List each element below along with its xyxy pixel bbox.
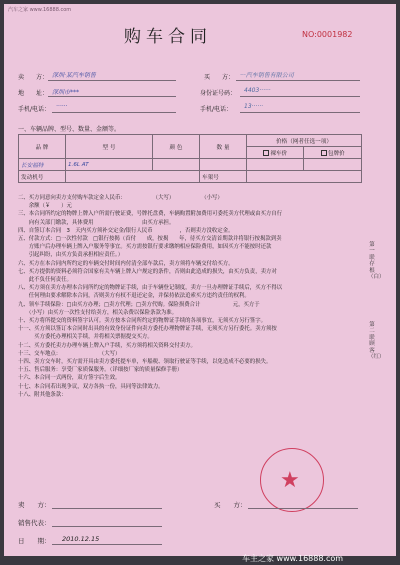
contract-number: NO:0001982 [302, 30, 353, 39]
clause-line: 十、买方将所提交的资料签字认可。卖方按本合同所约定的物牌证手续的各项事宜，无须买方另行签字。 [18, 318, 266, 325]
clause-line: 六、买方在本合同内所约定的车辆交付时间内付清全部车款后，卖方须将车辆交付给买方。 [18, 260, 234, 267]
contract-paper [4, 4, 396, 556]
date-label: 日 期： [18, 537, 51, 545]
opt-bare: 裸车价 [247, 147, 304, 159]
clause-line: 八、买方须在卖方办理本合同所约定的物牌证手续，由于车辆登记制度，卖方一旦办理牌证手续后，买方不得以 [18, 285, 283, 292]
clause-line: （小写）由买方一次性支付给卖方，相关杂费以保险条款为准。 [18, 309, 178, 316]
col-qty: 数 量 [200, 135, 247, 159]
clause-line: 十三、交车地点： （大写） [18, 350, 121, 357]
clause-line: 十八、附其他条款： [18, 391, 178, 398]
address-label: 地 址： [18, 90, 49, 97]
clause-line: 五、付款方式：□一次性付款 □银行按揭（首付 成，按揭 年，待买方交清首期款并将银行按揭款到卖 [18, 236, 282, 243]
clause-line: 四、自签订本合同 3 天内买方须补交定金/银行人民币 ，否则卖方没收定金。 [18, 227, 234, 234]
clause-line: 向有关部门缴款，具体费用 由买方承担。 [18, 219, 175, 226]
col-model: 型 号 [66, 135, 153, 159]
address-value: 深圳市*** [52, 89, 80, 96]
clause-line: 引起纠纷，由买方负责承担相应责任。） [18, 252, 124, 259]
buyer-label: 买 方： [204, 74, 235, 81]
col-brand: 品 牌 [19, 135, 66, 159]
footer-watermark: 车主之家 www.16888.com [242, 554, 344, 563]
clause-line: 十五、售后服务：享受厂家质保服务。（详细按厂家的质量保修手册） [18, 367, 183, 374]
clause-line: 方账户后办理车辆上牌入户服务等事宜。买方需按银行要求缴纳相应保险费用，如因买方不能按时还款 [18, 244, 272, 251]
frame-label: 车架号 [200, 171, 247, 183]
vehicle-table [18, 134, 362, 183]
clause-line: 十四、卖方交车时，买方需开具由卖方委托提车单，车船税、领取行驶证等手续，以免造成不必要的损失。 [18, 359, 272, 366]
clause-line: 买方委托办理相关手续，并将相关票据提交买方。 [18, 334, 153, 341]
clause-line: 二、买方同意向卖方支付购车款定金人民币： （大写） （小写） [18, 195, 223, 201]
date-value: 2010.12.15 [62, 535, 100, 543]
section1-heading: 一、车辆品牌、型号、数量、金额等。 [18, 126, 121, 133]
top-watermark: 汽车之家 www.16888.com [8, 7, 72, 13]
buyer-sign-label: 买 方： [214, 501, 247, 509]
clause-line: 十一、买方须以签订本合同时出具的有效身份证件向卖方委托办理物牌证手续，无须买方另行委托。卖方须按 [18, 326, 277, 333]
col-color: 颜 色 [153, 135, 200, 159]
clause-line: 七、买方提供的资料必须符合国家有关车辆上牌入户规定的条件，否则由此造成的损失，由买方负责，卖方对 [18, 268, 277, 275]
seller-value: 深圳·某汽车销售 [52, 72, 96, 79]
clause-line: 十二、买方委托卖方办理车辆上牌入户手续，买方须将相关资料交付卖方。 [18, 342, 196, 349]
seller-sign-label: 卖 方： [18, 501, 51, 509]
clause-line: 十六、本合同一式两份，双方签字后生效。 [18, 375, 121, 382]
phone-left-value: ······ [56, 103, 68, 110]
opt-package: 包牌价 [304, 147, 362, 159]
clause-line: 此不负任何责任。 [18, 277, 72, 284]
clause-line: 九、领车手续保险：□由买方办理；□卖方代理；□卖方代购。保险损费合计 元，买方于 [18, 301, 276, 308]
engine-label: 发动机号 [19, 171, 66, 183]
phone-right-value: 13······ [244, 103, 264, 110]
side-label-first: 第一联 存根（白） [368, 242, 385, 281]
idno-value: 4403······ [244, 87, 271, 94]
price-header: 价格（网者任选一项） [247, 135, 362, 147]
clause-line: 三、本合同所约定的物牌上牌入户所需行驶证费，号牌托盘费，车辆购置附加费用可委托卖方代理或由买方自行 [18, 211, 283, 218]
clause-line: 任何理由要求解除本合同，否则卖方有权不退还定金，并保持依法追索买方违约责任的权利。 [18, 293, 250, 300]
phone-left-label: 手机/电话： [18, 106, 51, 113]
contract-title: 购车合同 [124, 27, 212, 47]
model-value: 1.6L AT [66, 159, 153, 171]
idno-label: 身份证号码： [200, 90, 237, 97]
contract-clauses [18, 194, 340, 399]
clause-line: 十七、本合同若出现争议，双方各执一份，具同等法律效力。 [18, 383, 164, 390]
rep-label: 销售代表： [18, 519, 51, 527]
seal-star-icon: ★ [280, 468, 300, 493]
side-label-second: 第二联 顾客（红） [368, 322, 385, 361]
clause-line: 余额（￥ ）元 [18, 203, 72, 210]
seller-label: 卖 方： [18, 74, 49, 81]
phone-right-label: 手机/电话： [200, 106, 233, 113]
brand-value: 长安福特 [19, 159, 66, 171]
buyer-value: ···汽车销售有限公司 [240, 72, 294, 79]
